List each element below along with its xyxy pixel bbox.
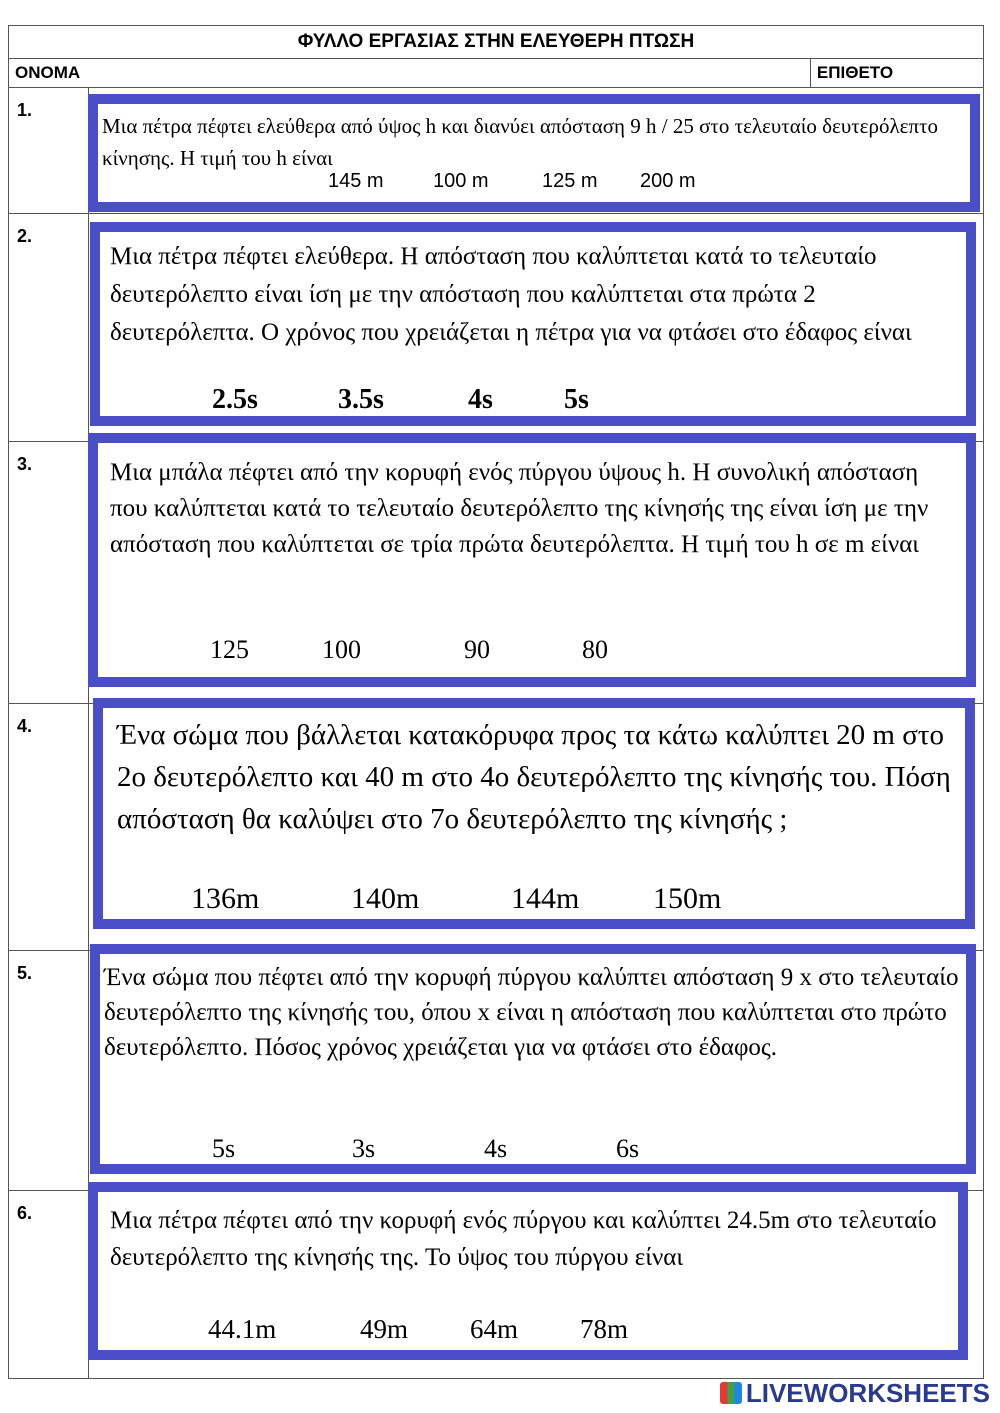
question-number: 1. [9,88,89,214]
question-number: 6. [9,1191,89,1379]
question-number: 3. [9,442,89,704]
answer-option[interactable]: 200 m [640,170,696,192]
question-box-3 [88,433,976,687]
answer-option[interactable]: 6s [616,1134,640,1163]
answer-option[interactable]: 5s [212,1134,236,1163]
answer-option[interactable]: 3s [352,1134,376,1163]
answer-option[interactable]: 64m [470,1314,519,1344]
question-text: Ένα σώμα που βάλλεται κατακόρυφα προς τα κάτω καλύπτει 20 m στο 2ο δευτερόλεπτο και 40 m στο 4ο δευτερόλεπτο της κίνησής του. Πόση απόσταση θα καλύψει στο 7ο δευτερόλεπτο της κίνησής ; [117,719,951,835]
answer-option[interactable]: 100 m [433,170,489,192]
question-box-4 [93,698,975,929]
name-label: ΟΝΟΜΑ [9,59,811,88]
question-text: Μια πέτρα πέφτει ελεύθερα από ύψος h και διανύει απόσταση 9 h / 25 στο τελευταίο δευτερόλεπτο κίνησης. Η τιμή του h είναι [102,114,939,170]
answer-option[interactable]: 125 m [542,170,598,192]
answer-option[interactable]: 49m [360,1314,409,1344]
answer-option[interactable]: 140m [351,882,420,915]
answer-option[interactable]: 90 [464,635,490,664]
answer-option[interactable]: 4s [484,1134,508,1163]
liveworksheets-logo [720,1378,990,1409]
question-box-5 [90,944,976,1174]
logo-text: LIVEWORKSHEETS [745,1378,990,1408]
question-box-2 [90,222,976,426]
answer-option[interactable]: 125 [210,635,249,664]
question-box-6 [88,1182,968,1360]
answer-option[interactable]: 5s [564,384,589,415]
answer-option[interactable]: 136m [191,882,260,915]
question-text: Μια μπάλα πέφτει από την κορυφή ενός πύργου ύψους h. Η συνολική απόσταση που καλύπτεται κατά το τελευταίο δευτερόλεπτο της κίνησής της είναι ίση με την απόσταση που καλύπτεται σε τρία πρώτα δευτερόλεπτα. Η τιμή του h σε m είναι [110,459,929,558]
question-text: Ένα σώμα που πέφτει από την κορυφή πύργου καλύπτει απόσταση 9 x στο τελευταίο δευτερόλεπτο της κίνησής του, όπου x είναι η απόσταση που καλύπτεται στο πρώτο δευτερόλεπτο. Πόσος χρόνος χρειάζεται για να φτάσει στο έδαφος. [104,964,959,1061]
question-number: 4. [9,704,89,951]
question-number: 5. [9,951,89,1191]
answer-option[interactable]: 150m [653,882,722,915]
answer-option[interactable]: 4s [468,384,493,415]
surname-label: ΕΠΙΘΕΤΟ [810,59,983,88]
answer-option[interactable]: 100 [322,635,361,664]
answer-option[interactable]: 144m [511,882,580,915]
question-text: Μια πέτρα πέφτει ελεύθερα. Η απόσταση που καλύπτεται κατά το τελευταίο δευτερόλεπτο είναι ίση με την απόσταση που καλύπτεται στα πρώτα 2 δευτερόλεπτα. Ο χρόνος που χρειάζεται η πέτρα για να φτάσει στο έδαφος είναι [110,243,912,346]
answer-option[interactable]: 44.1m [208,1314,277,1344]
worksheet-title: ΦΥΛΛΟ ΕΡΓΑΣΙΑΣ ΣΤΗΝ ΕΛΕΥΘΕΡΗ ΠΤΩΣΗ [9,26,984,59]
answer-option[interactable]: 2.5s [212,384,258,415]
answer-option[interactable]: 80 [582,635,608,664]
question-number: 2. [9,214,89,442]
liveworksheets-logo-icon [720,1382,742,1404]
answer-option[interactable]: 3.5s [338,384,384,415]
question-box-1 [88,94,980,212]
question-text: Μια πέτρα πέφτει από την κορυφή ενός πύργου και καλύπτει 24.5m στο τελευταίο δευτερόλεπτο της κίνησής της. Το ύψος του πύργου είναι [110,1207,937,1271]
answer-option[interactable]: 145 m [328,170,384,192]
answer-option[interactable]: 78m [580,1314,629,1344]
